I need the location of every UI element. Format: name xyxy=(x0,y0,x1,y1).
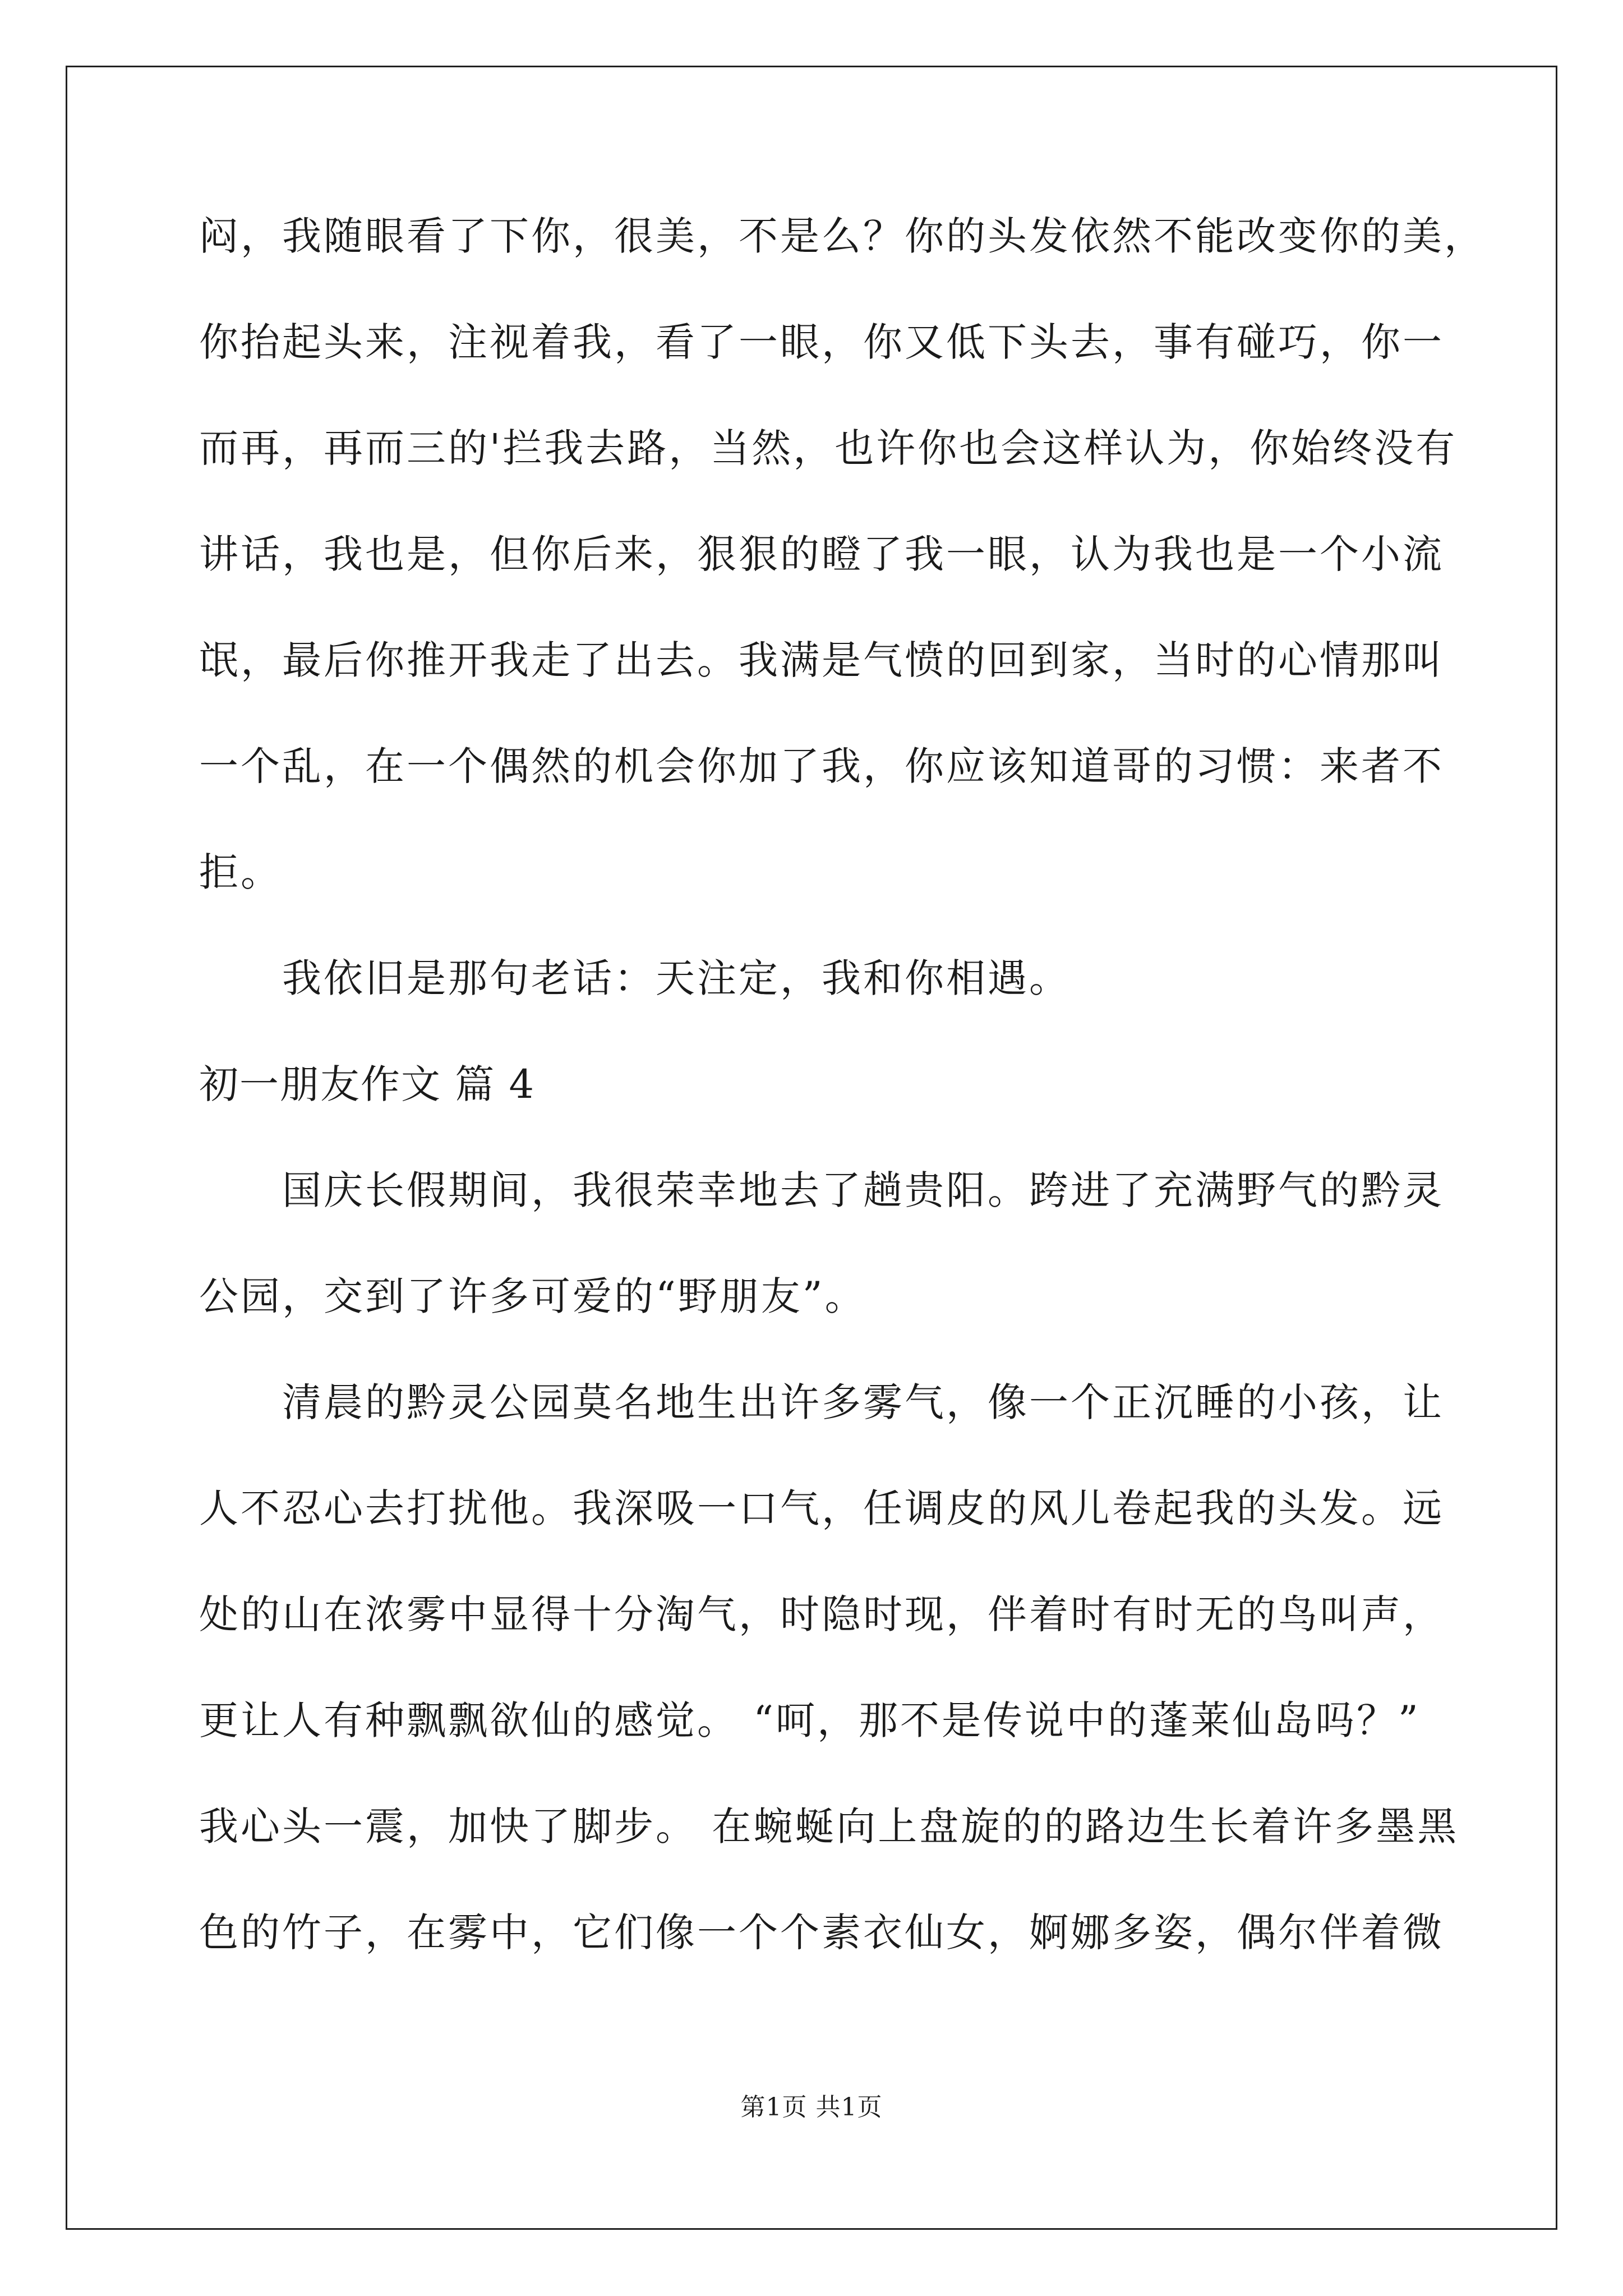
paragraph-line: 国庆长假期间，我很荣幸地去了趟贵阳。跨进了充满野气的黔灵 xyxy=(282,1167,1444,1213)
section-heading: 初一朋友作文 篇 4 xyxy=(199,1061,536,1107)
page-footer: 第1页 共1页 xyxy=(740,2093,883,2122)
paragraph-line: 拒。 xyxy=(199,849,282,895)
paragraph-line: 你抬起头来，注视着我，看了一眼，你又低下头去，事有碰巧，你一 xyxy=(199,319,1444,365)
paragraph-line: 清晨的黔灵公园莫名地生出许多雾气，像一个正沉睡的小孩，让 xyxy=(282,1379,1444,1425)
paragraph-line: 公园，交到了许多可爱的“野朋友”。 xyxy=(199,1273,866,1319)
paragraph-line: 更让人有种飘飘欲仙的感觉。 “呵，那不是传说中的蓬莱仙岛吗？” xyxy=(199,1697,1421,1743)
paragraph-line: 讲话，我也是，但你后来，狠狠的瞪了我一眼，认为我也是一个小流 xyxy=(199,531,1444,577)
paragraph-line: 一个乱，在一个偶然的机会你加了我，你应该知道哥的习惯：来者不 xyxy=(199,743,1444,789)
paragraph-line: 氓，最后你推开我走了出去。我满是气愤的回到家，当时的心情那叫 xyxy=(199,637,1444,683)
paragraph-line: 闷，我随眼看了下你，很美，不是么？你的头发依然不能改变你的美， xyxy=(199,213,1486,259)
paragraph-line: 我依旧是那句老话：天注定，我和你相遇。 xyxy=(282,955,1071,1001)
paragraph-line: 色的竹子，在雾中，它们像一个个素衣仙女，婀娜多姿，偶尔伴着微 xyxy=(199,1910,1444,1955)
document-body xyxy=(199,213,1486,2019)
paragraph-line: 而再，再而三的'拦我去路，当然，也许你也会这样认为，你始终没有 xyxy=(199,425,1458,471)
paragraph-line: 人不忍心去打扰他。我深吸一口气，任调皮的风儿卷起我的头发。远 xyxy=(199,1485,1444,1531)
paragraph-line: 我心头一震，加快了脚步。 在蜿蜒向上盘旋的的路边生长着许多墨黑 xyxy=(199,1803,1459,1849)
paragraph-line: 处的山在浓雾中显得十分淘气，时隐时现，伴着时有时无的鸟叫声， xyxy=(199,1591,1444,1637)
